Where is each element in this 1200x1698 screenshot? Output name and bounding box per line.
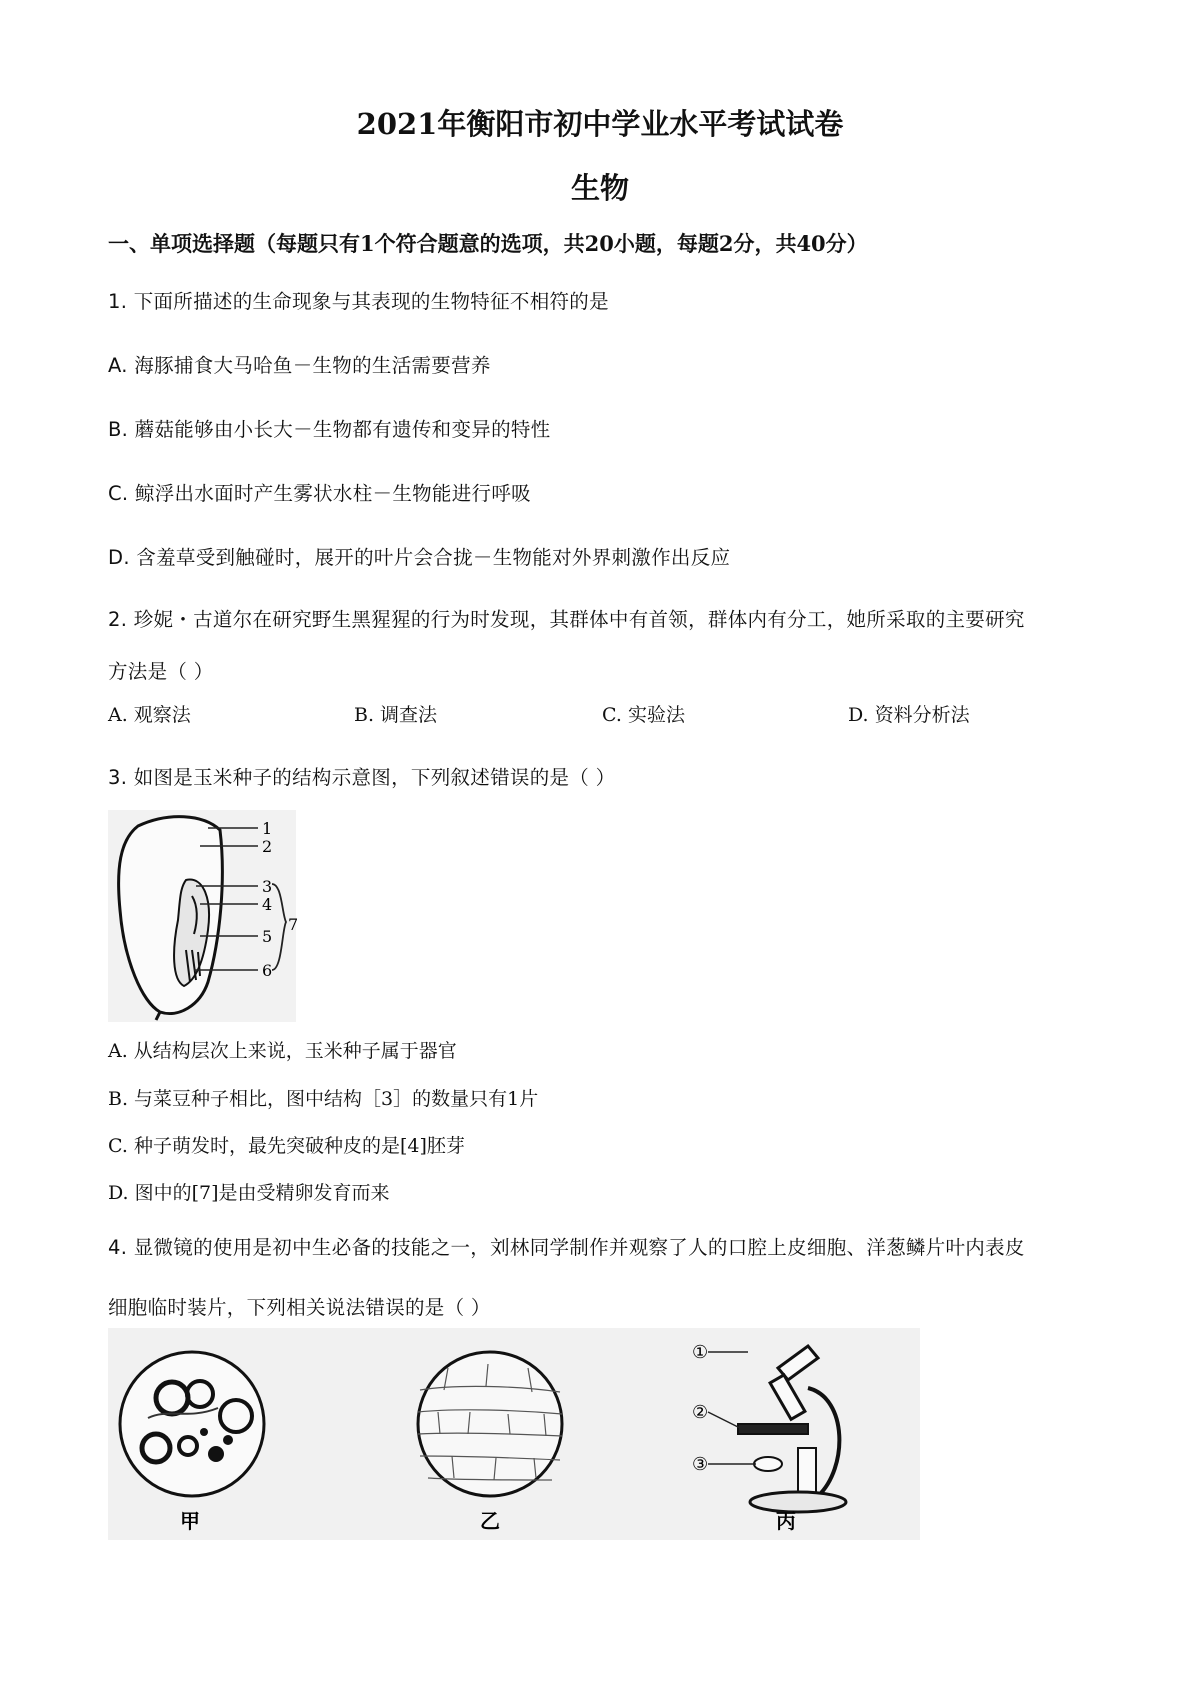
q3-option-d: D. 图中的[7]是由受精卵发育而来 bbox=[108, 1182, 390, 1204]
q1-option-c: C. 鲸浮出水面时产生雾状水柱－生物能进行呼吸 bbox=[108, 482, 531, 505]
view-jia-cheek-cells bbox=[120, 1352, 264, 1496]
q2-stem-line2: 方法是（ ） bbox=[108, 660, 214, 683]
exam-title: 2021年衡阳市初中学业水平考试试卷 bbox=[356, 107, 844, 141]
q2-stem-line1: 2. 珍妮・古道尔在研究野生黑猩猩的行为时发现，其群体中有首领，群体内有分工，她所采取的主要研究 bbox=[108, 608, 1025, 631]
section-heading: 一、单项选择题（每题只有1个符合题意的选项，共20小题，每题2分，共40分） bbox=[108, 231, 868, 256]
microscope-figure bbox=[108, 1328, 920, 1540]
corn-seed-figure bbox=[108, 810, 299, 1022]
seed-label-1: 1 bbox=[262, 819, 273, 838]
q2-option-d: D. 资料分析法 bbox=[848, 704, 970, 726]
q3-option-c: C. 种子萌发时，最先突破种皮的是[4]胚芽 bbox=[108, 1135, 465, 1157]
seed-label-6: 6 bbox=[262, 961, 273, 980]
q1-option-a: A. 海豚捕食大马哈鱼－生物的生活需要营养 bbox=[108, 354, 491, 377]
q3-option-b: B. 与菜豆种子相比，图中结构［3］的数量只有1片 bbox=[108, 1088, 539, 1110]
seed-label-5: 5 bbox=[262, 927, 273, 946]
subject-title: 生物 bbox=[570, 171, 629, 205]
q3-stem: 3. 如图是玉米种子的结构示意图，下列叙述错误的是（ ） bbox=[108, 766, 616, 789]
q2-option-b: B. 调查法 bbox=[354, 704, 438, 726]
q2-option-a: A. 观察法 bbox=[108, 704, 191, 726]
microscope-label-2: ② bbox=[692, 1402, 709, 1423]
label-yi: 乙 bbox=[480, 1509, 500, 1533]
q3-option-a: A. 从结构层次上来说，玉米种子属于器官 bbox=[108, 1040, 457, 1062]
seed-label-2: 2 bbox=[262, 837, 273, 856]
seed-label-4: 4 bbox=[262, 895, 273, 914]
label-bing: 丙 bbox=[776, 1509, 796, 1533]
q1-option-b: B. 蘑菇能够由小长大－生物都有遗传和变异的特性 bbox=[108, 418, 551, 441]
microscope-label-1: ① bbox=[692, 1342, 709, 1363]
seed-label-7: 7 bbox=[288, 915, 299, 934]
microscope-label-3: ③ bbox=[692, 1454, 709, 1475]
label-jia: 甲 bbox=[180, 1509, 200, 1533]
q4-stem-line1: 4. 显微镜的使用是初中生必备的技能之一，刘林同学制作并观察了人的口腔上皮细胞、洋葱鳞片叶内表皮 bbox=[108, 1236, 1025, 1259]
q1-option-d: D. 含羞草受到触碰时，展开的叶片会合拢－生物能对外界刺激作出反应 bbox=[108, 546, 731, 569]
view-yi-onion-cells bbox=[418, 1352, 562, 1496]
seed-label-3: 3 bbox=[262, 877, 273, 896]
q4-stem-line2: 细胞临时装片，下列相关说法错误的是（ ） bbox=[108, 1296, 491, 1319]
q1-stem: 1. 下面所描述的生命现象与其表现的生物特征不相符的是 bbox=[108, 290, 609, 313]
q2-option-c: C. 实验法 bbox=[602, 704, 685, 726]
